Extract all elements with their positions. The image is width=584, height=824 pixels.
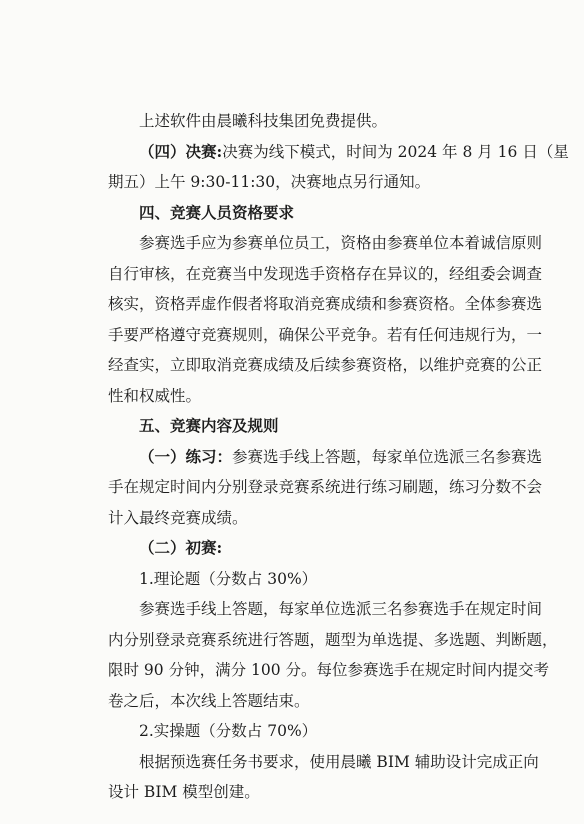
line-text: 手要严格遵守竞赛规则，确保公平竞争。若有任何违规行为，一 [108, 325, 543, 344]
line-text: 上述软件由晨曦科技集团免费提供。 [139, 112, 388, 130]
line-text: 1.理论题（分数占 30%） [139, 569, 318, 588]
text-line [108, 686, 492, 717]
line-text: 核实，资格弄虚作假者将取消竞赛成绩和参赛资格。全体参赛选 [108, 295, 543, 313]
line-text: 卷之后，本次线上答题结束。 [108, 691, 310, 710]
line-text: 决赛为线下模式，时间为 2024 年 8 月 16 日（星 [222, 142, 569, 161]
line-text: 2.实操题（分数占 70%） [139, 722, 318, 740]
line-text: 限时 90 分钟，满分 100 分。每位参赛选手在规定时间内提交考 [108, 661, 550, 679]
text-line [108, 381, 492, 412]
line-text: 参赛选手线上答题，每家单位选派三名参赛选手在规定时间 [139, 600, 543, 618]
line-text: 设计 BIM 模型创建。 [108, 783, 260, 801]
text-line [108, 625, 558, 656]
text-line [108, 716, 492, 747]
text-line [108, 442, 543, 473]
text-line [108, 472, 543, 503]
text-line [108, 747, 539, 778]
text-line [108, 228, 543, 259]
text-line [108, 320, 543, 351]
paragraph-label: （二）初赛: [139, 538, 223, 557]
document-body [108, 106, 569, 808]
line-text: 期五）上午 9:30-11:30，决赛地点另行通知。 [108, 173, 431, 191]
line-text: 自行审核，在竞赛当中发现选手资格存在异议的，经组委会调查 [108, 264, 543, 283]
text-line [108, 594, 543, 625]
paragraph-label: （四）决赛: [139, 141, 223, 161]
line-text: 五、竞赛内容及规则 [139, 417, 279, 435]
line-text: 根据预选赛任务书要求，使用晨曦 BIM 辅助设计完成正向 [139, 752, 539, 771]
paragraph-label: （一）练习： [139, 446, 233, 466]
section-heading [108, 198, 492, 229]
line-text: 计入最终竞赛成绩。 [108, 508, 248, 527]
text-line [108, 137, 569, 168]
text-line [108, 533, 492, 564]
text-line [108, 167, 492, 198]
text-line [108, 106, 492, 137]
line-text: 性和权威性。 [108, 386, 202, 405]
line-text: 内分别登录竞赛系统进行答题，题型为单选提、多选题、判断题， [108, 630, 558, 649]
section-heading [108, 411, 492, 442]
text-line [108, 777, 492, 808]
text-line [108, 503, 492, 534]
line-text: 四、竞赛人员资格要求 [139, 203, 295, 222]
line-text: 经查实，立即取消竞赛成绩及后续参赛资格，以维护竞赛的公正 [108, 356, 543, 374]
text-line [108, 350, 543, 381]
text-line [108, 564, 492, 595]
text-line [108, 289, 543, 320]
line-text: 参赛选手应为参赛单位员工，资格由参赛单位本着诚信原则 [139, 234, 543, 252]
line-text: 参赛选手线上答题，每家单位选派三名参赛选 [232, 447, 543, 466]
text-line [108, 259, 543, 290]
text-line [108, 655, 550, 686]
line-text: 手在规定时间内分别登录竞赛系统进行练习刷题，练习分数不会 [108, 478, 543, 496]
